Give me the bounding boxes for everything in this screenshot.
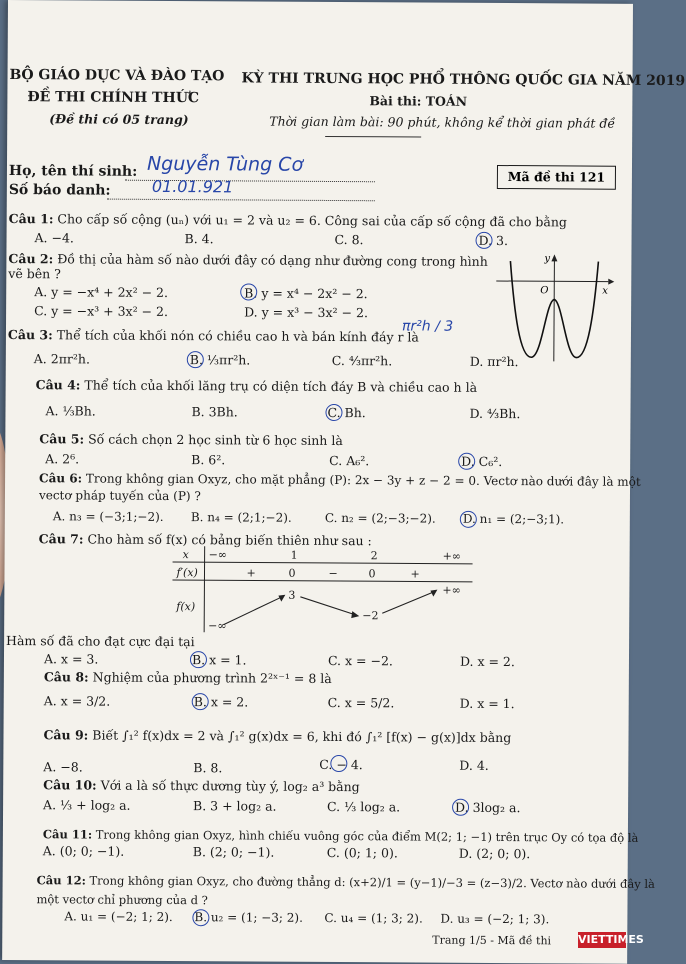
graph-y-label: y	[544, 253, 551, 265]
table-zero-2: 0	[368, 567, 376, 581]
q9-option-d[interactable]: D. 4.	[459, 757, 489, 773]
q3-handwritten-note: πr²h / 3	[401, 318, 454, 335]
q12-text: Câu 12: Trong không gian Oxyz, cho đường thẳng d: (x+2)/1 = (y−1)/−3 = (z−3)/2. Vectơ nào dưới đây là	[36, 873, 655, 891]
table-two: 2	[370, 549, 378, 563]
q9-option-a[interactable]: A. −8.	[43, 759, 83, 775]
q2-text-cont: vẽ bên ?	[8, 266, 61, 282]
q2-function-graph	[496, 251, 615, 364]
q3-option-c[interactable]: C. ⁴⁄₃πr²h.	[331, 352, 393, 369]
q3-text: Câu 3: Thể tích của khối nón có chiều cao h và bán kính đáy r là	[7, 327, 419, 345]
answer-mark-circle	[458, 453, 475, 470]
q6-option-b[interactable]: B. n₄ = (2;1;−2).	[190, 510, 292, 525]
q2-option-b[interactable]: B. y = x⁴ − 2x² − 2.	[244, 285, 368, 302]
table-f-header: f(x)	[176, 600, 196, 614]
q7-option-a[interactable]: A. x = 3.	[43, 651, 99, 667]
table-pos-inf: +∞	[442, 549, 462, 563]
q11-option-d[interactable]: D. (2; 0; 0).	[458, 845, 531, 862]
q8-text: Câu 8: Nghiệm của phương trình 2²ˣ⁻¹ = 8 là	[43, 669, 332, 686]
q7-variation-table	[172, 546, 473, 634]
q10-option-d[interactable]: D. 3log₂ a.	[455, 799, 521, 816]
q2-option-d[interactable]: D. y = x³ − 3x² − 2.	[244, 304, 369, 321]
ministry-title: BỘ GIÁO DỤC VÀ ĐÀO TẠO	[9, 67, 225, 85]
table-x-header: x	[182, 548, 189, 562]
q8-option-b[interactable]: B. x = 2.	[193, 694, 249, 710]
header-rule	[325, 136, 421, 138]
q5-option-b[interactable]: B. 6².	[191, 452, 226, 468]
q12-option-c[interactable]: C. u₄ = (1; 3; 2).	[324, 910, 423, 926]
q4-option-d[interactable]: D. ⁴⁄₃Bh.	[469, 405, 521, 422]
q7-option-d[interactable]: D. x = 2.	[459, 653, 515, 670]
answer-mark-circle	[460, 511, 477, 528]
q6-option-c[interactable]: C. n₂ = (2;−3;−2).	[324, 510, 436, 526]
q6-text: Câu 6: Trong không gian Oxyz, cho mặt phẳng (P): 2x − 3y + z − 2 = 0. Vectơ nào dưới đây là một	[39, 471, 641, 489]
exam-code-box: Mã đề thi 121	[497, 165, 616, 190]
q12-option-a[interactable]: A. u₁ = (−2; 1; 2).	[64, 909, 173, 925]
subject: Bài thi: TOÁN	[369, 93, 468, 109]
q12-text-cont: một vectơ chỉ phương của d ?	[36, 892, 208, 908]
q5-option-c[interactable]: C. A₆².	[329, 452, 370, 469]
q11-text: Câu 11: Trong không gian Oxyz, hình chiếu vuông góc của điểm M(2; 1; −1) trên trục Oy có tọa độ là	[42, 827, 639, 845]
answer-mark-circle	[192, 693, 209, 710]
name-label: Họ, tên thí sinh:	[8, 163, 138, 180]
q7-option-c[interactable]: C. x = −2.	[327, 652, 393, 669]
handwritten-id: 01.01.921	[151, 176, 234, 197]
q1-text: Câu 1: Cho cấp số cộng (uₙ) với u₁ = 2 và u₂ = 6. Công sai của cấp số cộng đã cho bằng	[8, 211, 567, 230]
q6-option-d[interactable]: D. n₁ = (2;−3;1).	[462, 511, 565, 527]
q6-option-a[interactable]: A. n₃ = (−3;1;−2).	[52, 509, 164, 524]
answer-mark-circle	[187, 351, 204, 368]
q10-text: Câu 10: Với a là số thực dương tùy ý, log₂ a³ bằng	[43, 777, 360, 795]
q10-option-c[interactable]: C. ⅓ log₂ a.	[327, 798, 401, 815]
q1-option-a[interactable]: A. −4.	[34, 230, 74, 246]
q1-option-d[interactable]: D. 3.	[478, 232, 509, 249]
q10-option-b[interactable]: B. 3 + log₂ a.	[193, 798, 277, 814]
q7-text: Câu 7: Cho hàm số f(x) có bảng biến thiên như sau :	[38, 531, 372, 549]
viettimes-watermark-logo: VIETTIMES	[578, 933, 644, 946]
q5-text: Câu 5: Số cách chọn 2 học sinh từ 6 học sinh là	[39, 431, 343, 449]
handwritten-name: Nguyễn Tùng Cơ	[146, 152, 304, 176]
table-max-value: 3	[288, 588, 296, 602]
q3-option-b[interactable]: B. ⅓πr²h.	[189, 352, 251, 368]
q12-option-b[interactable]: B. u₂ = (1; −3; 2).	[194, 910, 303, 925]
q1-option-b[interactable]: B. 4.	[184, 231, 214, 247]
exam-title: KỲ THI TRUNG HỌC PHỔ THÔNG QUỐC GIA NĂM 2019	[241, 70, 686, 90]
q11-option-b[interactable]: B. (2; 0; −1).	[192, 844, 275, 860]
id-label: Số báo danh:	[8, 182, 111, 199]
q11-option-a[interactable]: A. (0; 0; −1).	[42, 843, 125, 859]
q2-option-a[interactable]: A. y = −x⁴ + 2x² − 2.	[34, 284, 169, 300]
exam-paper	[2, 0, 686, 964]
id-line	[107, 198, 375, 202]
q7-option-b[interactable]: B. x = 1.	[191, 652, 247, 668]
table-neg-inf: −∞	[208, 548, 228, 562]
pages-note: (Đề thi có 05 trang)	[49, 111, 189, 128]
q4-option-b[interactable]: B. 3Bh.	[191, 404, 238, 420]
q6-text-cont: vectơ pháp tuyến của (P) ?	[38, 488, 201, 504]
official-label: ĐỀ THI CHÍNH THỨC	[27, 89, 200, 107]
q2-text: Câu 2: Đồ thị của hàm số nào dưới đây có dạng như đường cong trong hình	[8, 251, 488, 269]
duration: Thời gian làm bài: 90 phút, không kể thời gian phát đề	[269, 113, 616, 131]
q9-text: Câu 9: Biết ∫₁² f(x)dx = 2 và ∫₁² g(x)dx = 6, khi đó ∫₁² [f(x) − g(x)]dx bằng	[43, 727, 512, 746]
q4-option-c[interactable]: C. Bh.	[327, 404, 366, 421]
answer-mark-circle	[240, 283, 257, 300]
q5-option-d[interactable]: D. C₆².	[461, 453, 503, 470]
table-sign-plus-2: +	[410, 567, 420, 581]
table-f-pos-inf: +∞	[442, 583, 461, 597]
q8-option-a[interactable]: A. x = 3/2.	[43, 693, 111, 709]
q1-option-c[interactable]: C. 8.	[334, 231, 364, 248]
table-sign-plus: +	[246, 566, 256, 580]
graph-x-label: x	[602, 285, 608, 297]
q3-option-a[interactable]: A. 2πr²h.	[33, 351, 91, 367]
table-f-neg-inf: −∞	[208, 619, 227, 633]
table-min-value: −2	[362, 609, 379, 623]
answer-mark-circle	[452, 799, 469, 816]
q8-option-d[interactable]: D. x = 1.	[459, 695, 515, 712]
q12-option-d[interactable]: D. u₃ = (−2; 1; 3).	[440, 911, 550, 927]
page-footer: Trang 1/5 - Mã đề thi	[432, 933, 552, 948]
q4-option-a[interactable]: A. ⅓Bh.	[45, 403, 96, 419]
table-sign-minus: −	[328, 566, 338, 581]
q5-option-a[interactable]: A. 2⁶.	[45, 451, 80, 467]
answer-mark-circle	[192, 909, 209, 926]
q9-option-b[interactable]: B. 8.	[193, 760, 223, 776]
q7-question: Hàm số đã cho đạt cực đại tại	[6, 633, 195, 650]
q9-option-c[interactable]: C. − 4.	[319, 756, 363, 773]
graph-origin-label: O	[540, 285, 549, 297]
table-zero-1: 0	[288, 566, 296, 580]
answer-mark-circle	[330, 755, 347, 772]
q4-text: Câu 4: Thể tích của khối lăng trụ có diện tích đáy B và chiều cao h là	[35, 377, 478, 395]
answer-mark-circle	[325, 404, 342, 421]
table-one: 1	[290, 548, 298, 562]
answer-mark-circle	[475, 232, 492, 249]
q10-option-a[interactable]: A. ⅓ + log₂ a.	[43, 797, 131, 813]
answer-mark-circle	[190, 651, 207, 668]
table-fprime-header: f′(x)	[176, 566, 198, 580]
q2-option-c[interactable]: C. y = −x³ + 3x² − 2.	[34, 303, 169, 319]
q11-option-c[interactable]: C. (0; 1; 0).	[326, 844, 398, 861]
q8-option-c[interactable]: C. x = 5/2.	[327, 694, 395, 711]
q3-option-d[interactable]: D. πr²h.	[469, 353, 519, 370]
